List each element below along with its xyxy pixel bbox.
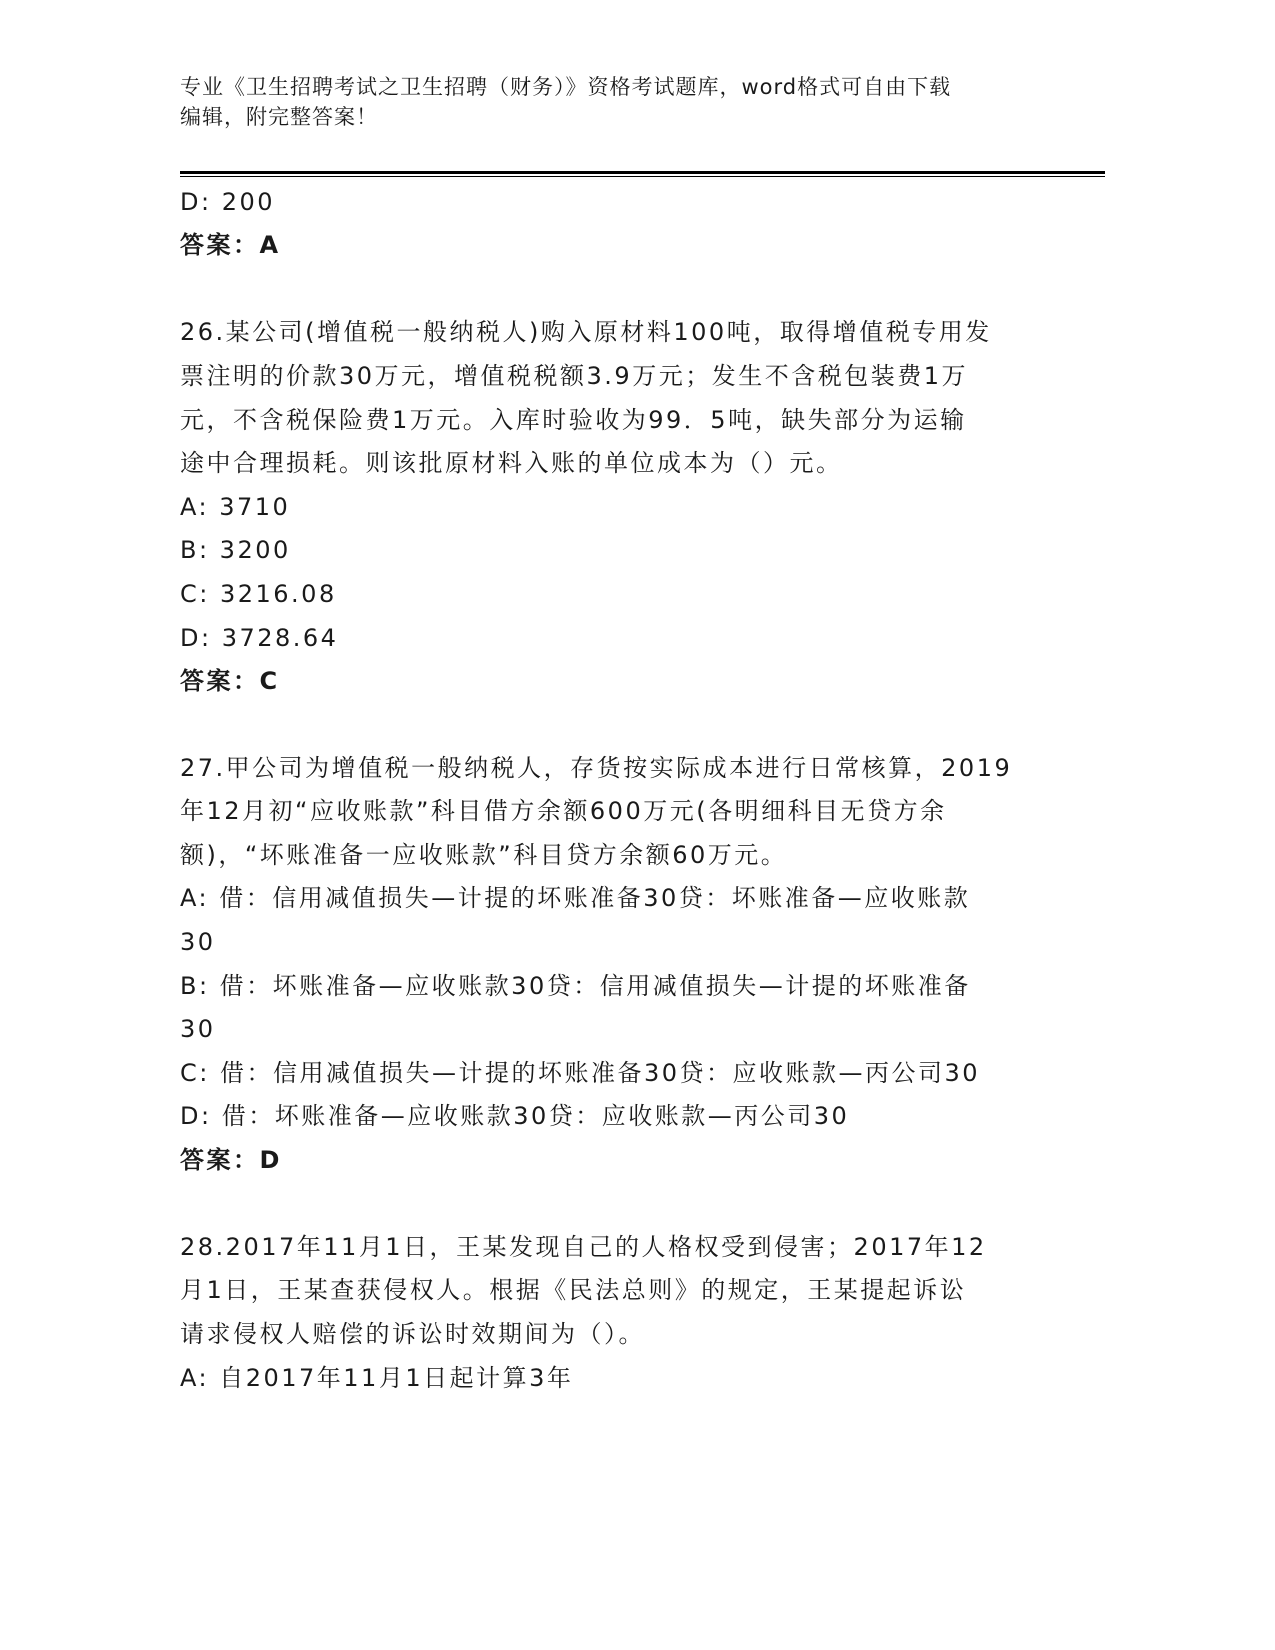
answer: 答案：A xyxy=(180,231,281,259)
question-text: 27.甲公司为增值税一般纳税人，存货按实际成本进行日常核算，2019 xyxy=(180,754,1013,782)
question-text: 额)，“坏账准备一应收账款”科目贷方余额60万元。 xyxy=(180,841,788,869)
header-divider-thin xyxy=(180,176,1105,177)
question-text: 28.2017年11月1日，王某发现自己的人格权受到侵害；2017年12 xyxy=(180,1233,987,1261)
option-d: D: 200 xyxy=(180,188,276,216)
option-d: D: 3728.64 xyxy=(180,624,339,652)
option-a: A: 借：信用减值损失—计提的坏账准备30贷：坏账准备—应收账款 xyxy=(180,884,971,912)
answer: 答案：C xyxy=(180,667,280,695)
option-a: A: 3710 xyxy=(180,493,291,521)
header-line: 编辑，附完整答案！ xyxy=(180,105,378,129)
question-text: 请求侵权人赔偿的诉讼时效期间为（）。 xyxy=(180,1320,645,1348)
option-c: C: 借：信用减值损失—计提的坏账准备30贷：应收账款—丙公司30 xyxy=(180,1059,981,1087)
option-b: B: 借：坏账准备—应收账款30贷：信用减值损失—计提的坏账准备 xyxy=(180,972,971,1000)
question-text: 票注明的价款30万元，增值税税额3.9万元；发生不含税包装费1万 xyxy=(180,362,968,390)
question-text: 月1日，王某查获侵权人。根据《民法总则》的规定，王某提起诉讼 xyxy=(180,1276,967,1304)
header-divider xyxy=(180,171,1105,174)
question-text: 元，不含税保险费1万元。入库时验收为99．5吨，缺失部分为运输 xyxy=(180,406,967,434)
option-a-cont: 30 xyxy=(180,928,216,956)
question-text: 26.某公司(增值税一般纳税人)购入原材料100吨，取得增值税专用发 xyxy=(180,318,992,346)
option-b-cont: 30 xyxy=(180,1015,216,1043)
option-c: C: 3216.08 xyxy=(180,580,337,608)
answer: 答案：D xyxy=(180,1146,282,1174)
question-text: 年12月初“应收账款”科目借方余额600万元(各明细科目无贷方余 xyxy=(180,797,947,825)
option-a: A: 自2017年11月1日起计算3年 xyxy=(180,1364,574,1392)
option-d: D: 借：坏账准备—应收账款30贷：应收账款—丙公司30 xyxy=(180,1102,850,1130)
question-text: 途中合理损耗。则该批原材料入账的单位成本为（）元。 xyxy=(180,449,843,477)
option-b: B: 3200 xyxy=(180,536,291,564)
header-line: 专业《卫生招聘考试之卫生招聘（财务）》资格考试题库，word格式可自由下载 xyxy=(180,75,952,99)
